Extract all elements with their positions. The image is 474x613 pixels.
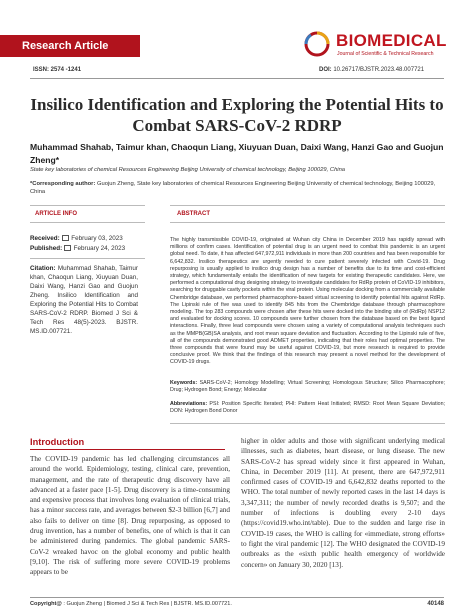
abstract-top-rule	[170, 205, 445, 206]
citation-label: Citation:	[30, 265, 56, 272]
calendar-icon	[64, 245, 71, 251]
abbreviations-text: PSI: Position Specific Iterated; PHI: Pattern Heat Initiated; RMSD: Root Mean Square Deviation; DON: Hydrogen Bond Donor	[170, 401, 445, 415]
received-date	[30, 234, 138, 243]
corresponding-label: *Corresponding author:	[30, 181, 96, 187]
abstract-heading: ABSTRACT	[177, 211, 210, 217]
page-number: 40148	[427, 601, 444, 607]
abstract-end-rule	[170, 423, 445, 424]
doi-label: DOI:	[319, 67, 332, 73]
introduction-underline	[30, 449, 225, 450]
article-info-bottom-rule	[30, 222, 145, 223]
abstract-text: The highly transmissible COVID-19, originated at Wuhan city China in December 2019 has rapidly spread with millions of confirm cases. Identification of potential drug is an urgent need to combat this pandemic is an urgent global need. To date, it has affected 647,972,911 individuals in more than 200 countries and has been responsible for 6,642,832. Insilico therapeutics are urgently needed to cure patient severely infected with Covid-19. Drug repurposing is usually applied to insilico drug design has a number of benefits due to its time and cost-efficient strategy, which fundamentally entails the identification of new targets for existing therapeutic candidates. Here, we performed a computational drug designing strategy to investigate candidates for RdRp protein of CoVID-19 inhibitors, searching for druggable cavity pockets within the viral protein. Using molecular docking from a commercially available Chembridge database, we performed pharmacophore-based virtual screening to identify potential hits against RdRp. The Lipinski rule of five was used to identify 845 hits from the Chembridge database through pharmacophore modeling. The top 283 compounds were chosen after these hits were docked into the binding site of (RdRp) NSP12 and evaluated for docking scores. 10 compounds were further chosen from the database based on the best ligand interactions. Finally, three lead compounds were chosen using a variety of computational analysis techniques such as the MMPB(GB)SA analysis, and root mean square deviation and fluctuation. According to the Lipinski rule of five, all of the compounds demonstrated good ADMET properties, indicating that their roles had optimal properties. The three compounds that were found may be useful against COVID-19, but more research is required to provide conclusive proof. We think that the findings of this research may present a novel method for the development of COVID-19 drugs.	[170, 237, 445, 366]
copyright-text: : Guojun Zheng | Biomed J Sci & Tech Res | BJSTR. MS.ID.007721.	[61, 601, 232, 607]
dates-divider	[30, 258, 145, 259]
received-value: February 03, 2023	[69, 235, 123, 242]
article-type-banner: Research Article	[0, 35, 140, 57]
author-list: Muhammad Shahab, Taimur khan, Chaoqun Liang, Xiuyuan Duan, Daixi Wang, Hanzi Gao and Guojun Zheng*	[30, 142, 444, 165]
abstract-bottom-rule	[170, 222, 445, 223]
article-info-heading: ARTICLE INFO	[35, 211, 77, 217]
citation-text: Muhammad Shahab, Taimur khan, Chaoqun Liang, Xiuyuan Duan, Daixi Wang, Hanzi Gao and Guojun Zheng. Insilico Identification and Exploring the Potential Hits to Combat SARS-CoV-2 RDRP. Biomed J Sci & Tech Res 48(5)-2023. BJSTR. MS.ID.007721.	[30, 265, 138, 335]
footer-copyright	[30, 601, 232, 607]
introduction-column-1: The COVID-19 pandemic has led challenging circumstances all around the world. Epidemiology, testing, clinical care, prevention, management, and the rate of therapeutic drug discovery have all advanced at a faster pace [1-5]. Drug discovery is a time-consuming and expensive process that involves long evaluation of clinical trials, has a minor success rate, and averages between $2-3 billion [6,7] and also fails to deliver on time [8]. Drug repurposing, as opposed to drug invention, has a number of benefits, one of which is that it can be administered during pandemics. The global pandemic SARS-CoV-2 wreaked havoc on the global economy and public health [9,10]. The risk of suffering more severe COVID-19 problems appears to be	[30, 455, 230, 577]
published-label: Published:	[30, 245, 63, 252]
introduction-column-2: higher in older adults and those with significant underlying medical illnesses, such as diabetes, heart disease, or lung disease. The new SARS-CoV-2 has spread widely since it first appeared in Wuhan, China, in December 2019 [11]. At present, there are 647,972,911 confirmed cases of COVID-19 and 6,642,832 deaths reported to the WHO. The total number of newly reported cases in the last 14 days is 3,347,311; the number of newly recorded deaths is 9,507; and the number of infections is doubling every 2-10 days (https://covid19.who.int/table). Due to the sudden and large rise in COVID-19 cases, the WHO is calling for «immediate, strong efforts» to fight the viral pandemic [12]. The WHO designated the COVID-19 outbreaks as the «sixth public health emergency of worldwide concern» on January 30, 2020 [13].	[241, 437, 445, 569]
journal-subtitle: Journal of Scientific & Technical Research	[337, 51, 434, 57]
journal-name[interactable]: BIOMEDICAL	[336, 31, 447, 50]
copyright-label: Copyright@	[30, 601, 62, 607]
keywords	[170, 380, 445, 394]
issn: ISSN: 2574 -1241	[33, 67, 82, 73]
footer-divider	[30, 597, 444, 598]
published-date	[30, 244, 138, 253]
article-title: Insilico Identification and Exploring the Potential Hits to Combat SARS-CoV-2 RDRP	[30, 95, 444, 135]
corresponding-author	[30, 180, 444, 196]
received-label: Received:	[30, 235, 60, 242]
introduction-heading: Introduction	[30, 437, 85, 447]
published-value: February 24, 2023	[71, 245, 126, 252]
doi-value[interactable]: 10.26717/BJSTR.2023.48.007721	[333, 67, 425, 73]
affiliation: State key laboratories of chemical Resources Engineering Beijing University of chemical technology, Beijing 100029, China	[30, 167, 346, 173]
abbreviations-label: Abbreviations:	[170, 401, 208, 407]
abbreviations	[170, 401, 445, 415]
citation	[30, 264, 138, 336]
keywords-text: SARS-CoV-2; Homology Modelling; Virtual Screening; Homologous Structure; Silico Pharmacophore; Drug; Hydrogen Bond; Energy; Molecular	[170, 380, 445, 394]
doi[interactable]	[319, 67, 424, 73]
corresponding-text: Guojun Zheng, State key laboratories of chemical Resources Engineering Beijing University of chemical technology, Beijing 100029, China	[30, 181, 436, 195]
calendar-icon	[62, 235, 69, 241]
keywords-label: Keywords:	[170, 380, 198, 386]
header-divider	[30, 78, 444, 79]
article-info-top-rule	[30, 205, 145, 206]
